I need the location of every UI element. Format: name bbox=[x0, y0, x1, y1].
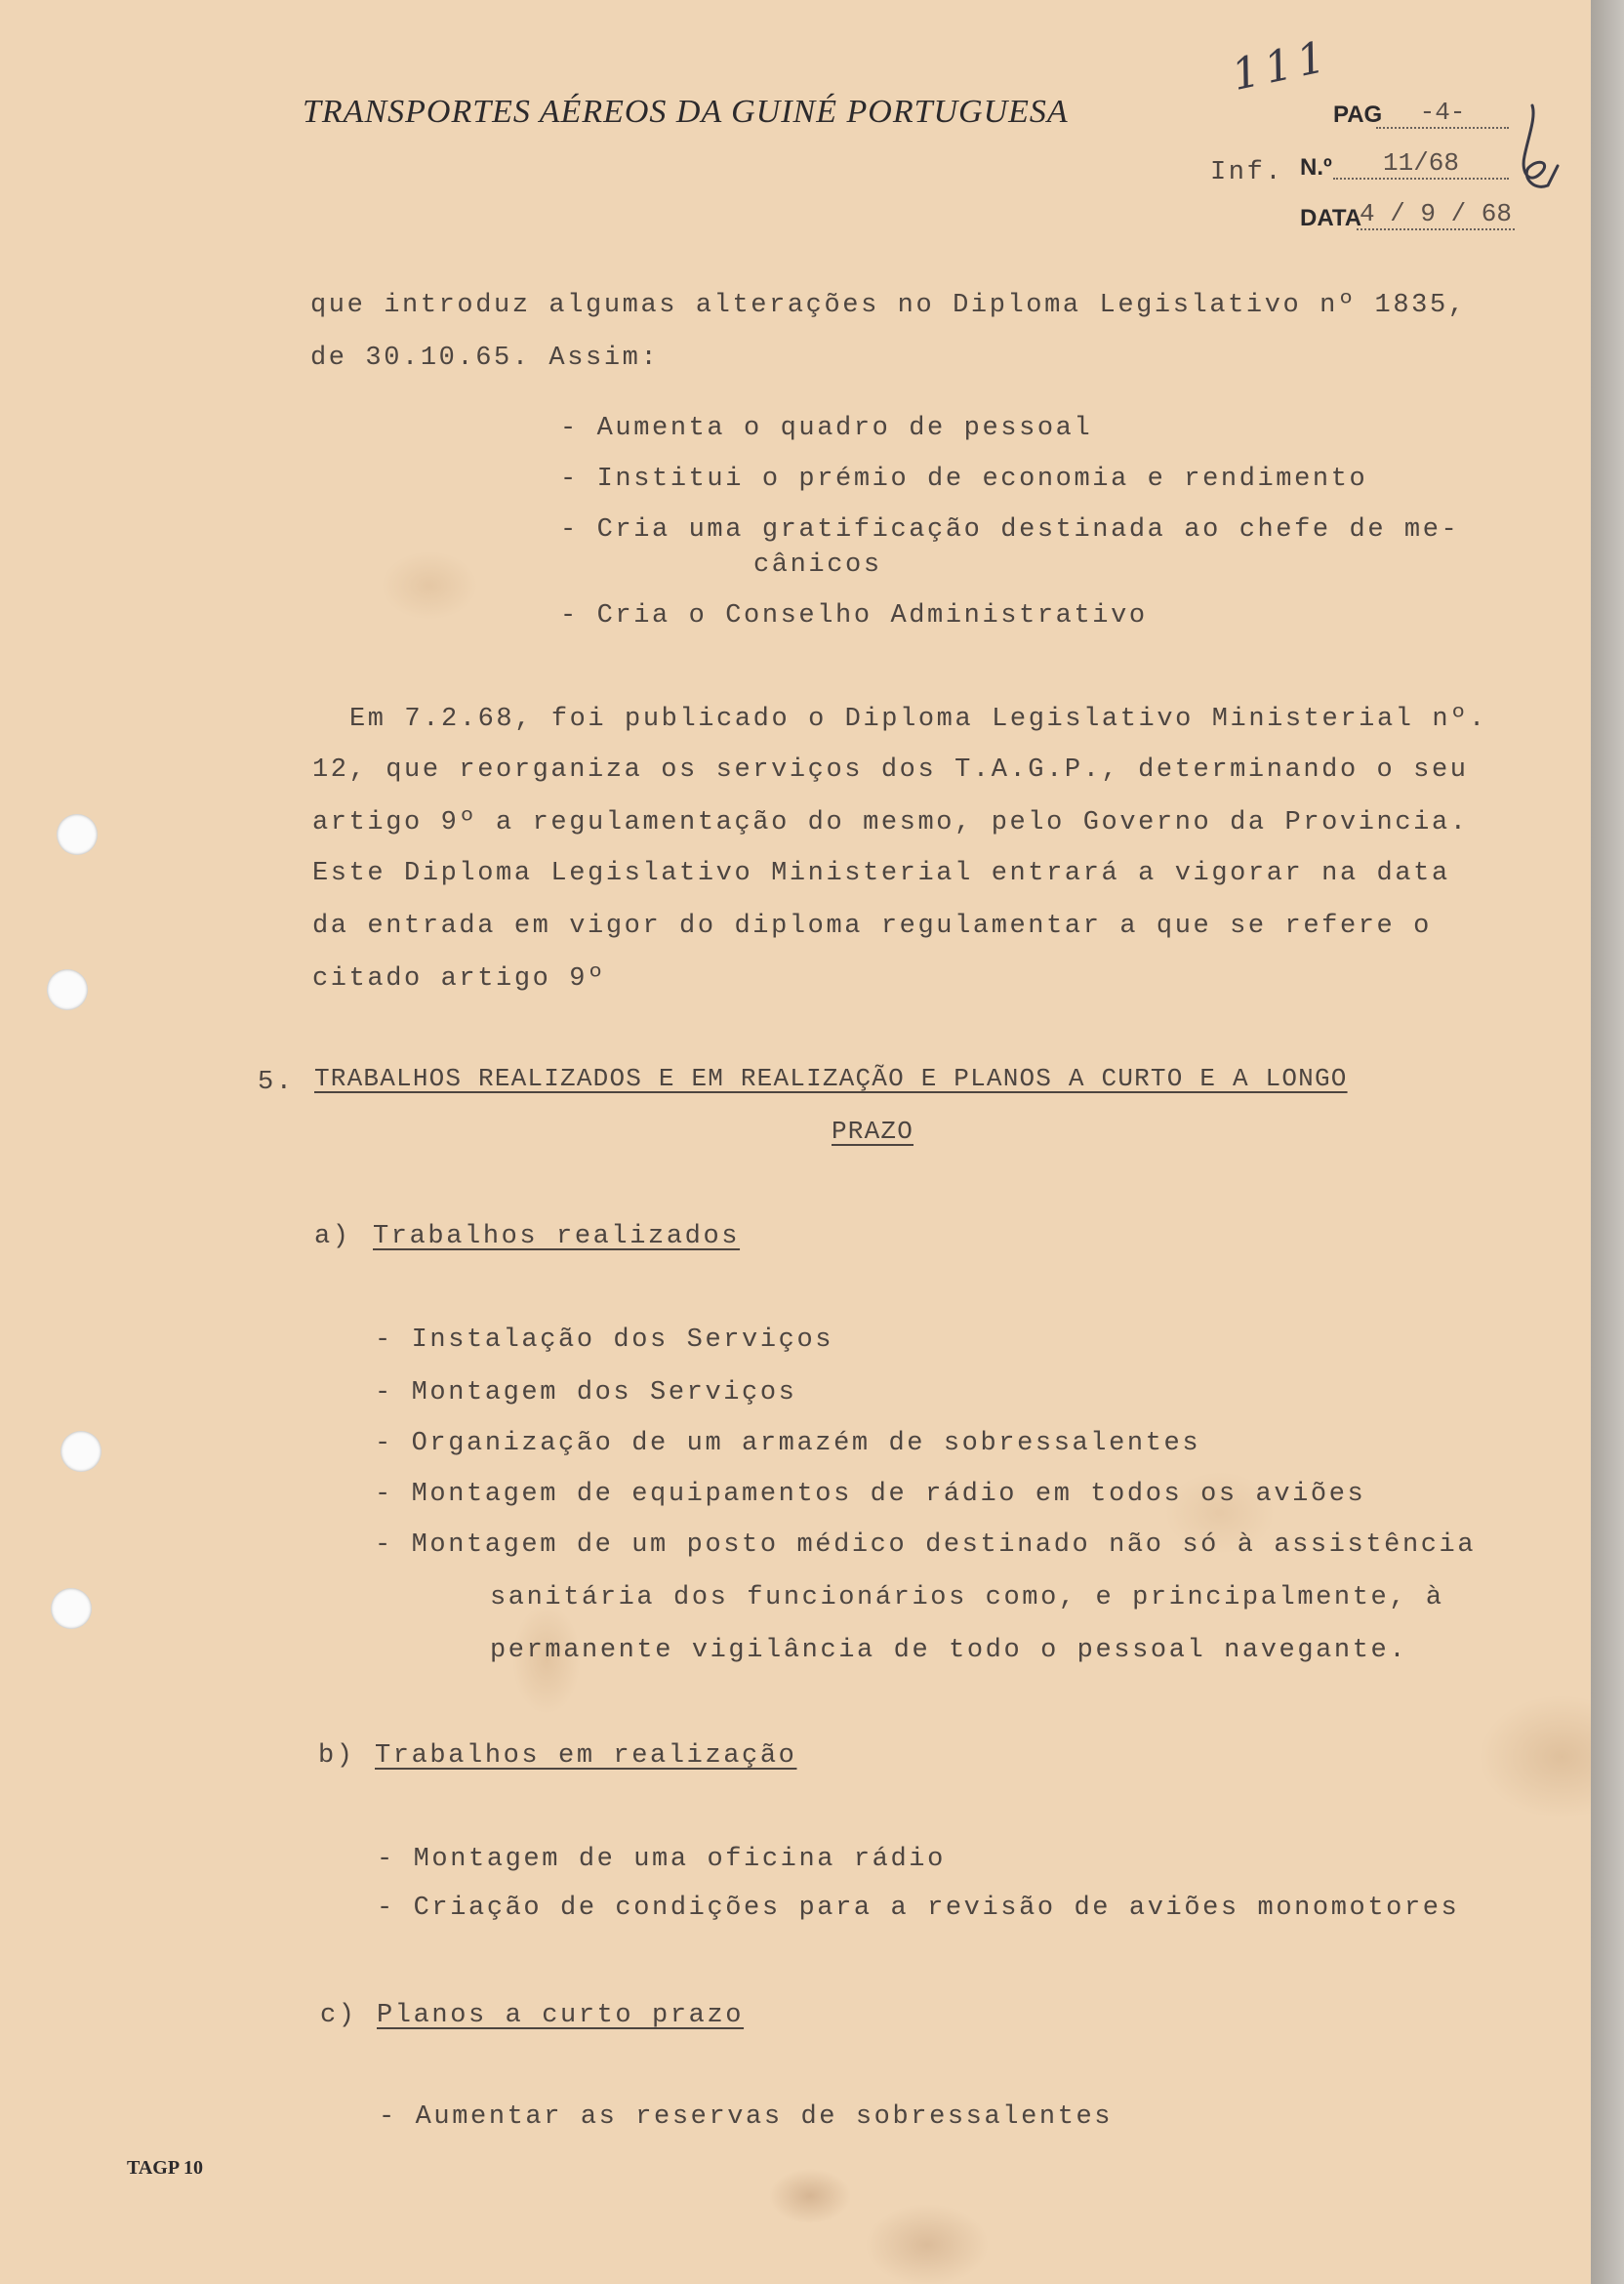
subsection-heading-c: Planos a curto prazo bbox=[377, 2001, 745, 2030]
list-item: - Criação de condições para a revisão de aviões monomotores bbox=[377, 1894, 1460, 1923]
paragraph-line: artigo 9º a regulamentação do mesmo, pelo Governo da Provincia. bbox=[312, 808, 1469, 837]
number-value: 11/68 bbox=[1333, 148, 1509, 180]
punch-hole-3 bbox=[61, 1431, 102, 1472]
paragraph-line: da entrada em vigor do diploma regulamentar a que se refere o bbox=[312, 912, 1432, 941]
subsection-heading-a: Trabalhos realizados bbox=[373, 1222, 741, 1251]
punch-hole-1 bbox=[57, 814, 98, 855]
list-item: - Organização de um armazém de sobressalentes bbox=[375, 1429, 1201, 1458]
company-letterhead: TRANSPORTES AÉREOS DA GUINÉ PORTUGUESA bbox=[303, 94, 1069, 130]
list-item-continuation: sanitária dos funcionários como, e principalmente, à bbox=[490, 1583, 1444, 1612]
paragraph-line: Este Diploma Legislativo Ministerial entrará a vigorar na data bbox=[312, 859, 1450, 888]
inf-label: Inf. bbox=[1210, 158, 1284, 187]
number-label: N.º bbox=[1300, 154, 1332, 181]
list-item: - Aumentar as reservas de sobressalentes bbox=[379, 2102, 1114, 2132]
list-item: - Instalação dos Serviços bbox=[375, 1326, 834, 1355]
list-item: - Montagem de equipamentos de rádio em todos os aviões bbox=[375, 1480, 1366, 1509]
list-item: - Montagem de uma oficina rádio bbox=[377, 1845, 946, 1874]
intro-item: - Aumenta o quadro de pessoal bbox=[560, 414, 1093, 443]
intro-item-continuation: cânicos bbox=[753, 551, 882, 580]
pag-value: -4- bbox=[1376, 98, 1509, 129]
form-code: TAGP 10 bbox=[127, 2157, 203, 2179]
section-number: 5. bbox=[258, 1068, 295, 1097]
date-value: 4 / 9 / 68 bbox=[1357, 199, 1515, 230]
subsection-letter-b: b) bbox=[318, 1741, 355, 1771]
signature-mark bbox=[1503, 98, 1562, 205]
intro-item: - Institui o prémio de economia e rendimento bbox=[560, 465, 1368, 494]
punch-hole-2 bbox=[47, 969, 88, 1010]
paragraph-line: Em 7.2.68, foi publicado o Diploma Legislativo Ministerial nº. bbox=[349, 705, 1487, 734]
handwritten-page-mark: 111 bbox=[1227, 30, 1336, 102]
punch-hole-4 bbox=[51, 1588, 92, 1629]
list-item: - Montagem de um posto médico destinado não só à assistência bbox=[375, 1530, 1477, 1560]
scan-edge bbox=[1591, 0, 1624, 2284]
section-title-line-2: PRAZO bbox=[832, 1117, 914, 1146]
subsection-letter-c: c) bbox=[320, 2001, 357, 2030]
intro-item: - Cria o Conselho Administrativo bbox=[560, 601, 1148, 631]
intro-line-2: de 30.10.65. Assim: bbox=[310, 344, 660, 373]
subsection-letter-a: a) bbox=[314, 1222, 351, 1251]
pag-label: PAG bbox=[1333, 102, 1383, 128]
list-item-continuation: permanente vigilância de todo o pessoal navegante. bbox=[490, 1636, 1408, 1665]
subsection-heading-b: Trabalhos em realização bbox=[375, 1741, 797, 1771]
date-label: DATA bbox=[1300, 205, 1362, 231]
section-title-line-1: TRABALHOS REALIZADOS E EM REALIZAÇÃO E PLANOS A CURTO E A LONGO bbox=[314, 1064, 1348, 1093]
paragraph-line: citado artigo 9º bbox=[312, 964, 606, 994]
paragraph-line: 12, que reorganiza os serviços dos T.A.G.P., determinando o seu bbox=[312, 755, 1469, 785]
intro-item: - Cria uma gratificação destinada ao chefe de me- bbox=[560, 515, 1460, 545]
intro-line-1: que introduz algumas alterações no Diploma Legislativo nº 1835, bbox=[310, 291, 1467, 320]
list-item: - Montagem dos Serviços bbox=[375, 1378, 797, 1407]
